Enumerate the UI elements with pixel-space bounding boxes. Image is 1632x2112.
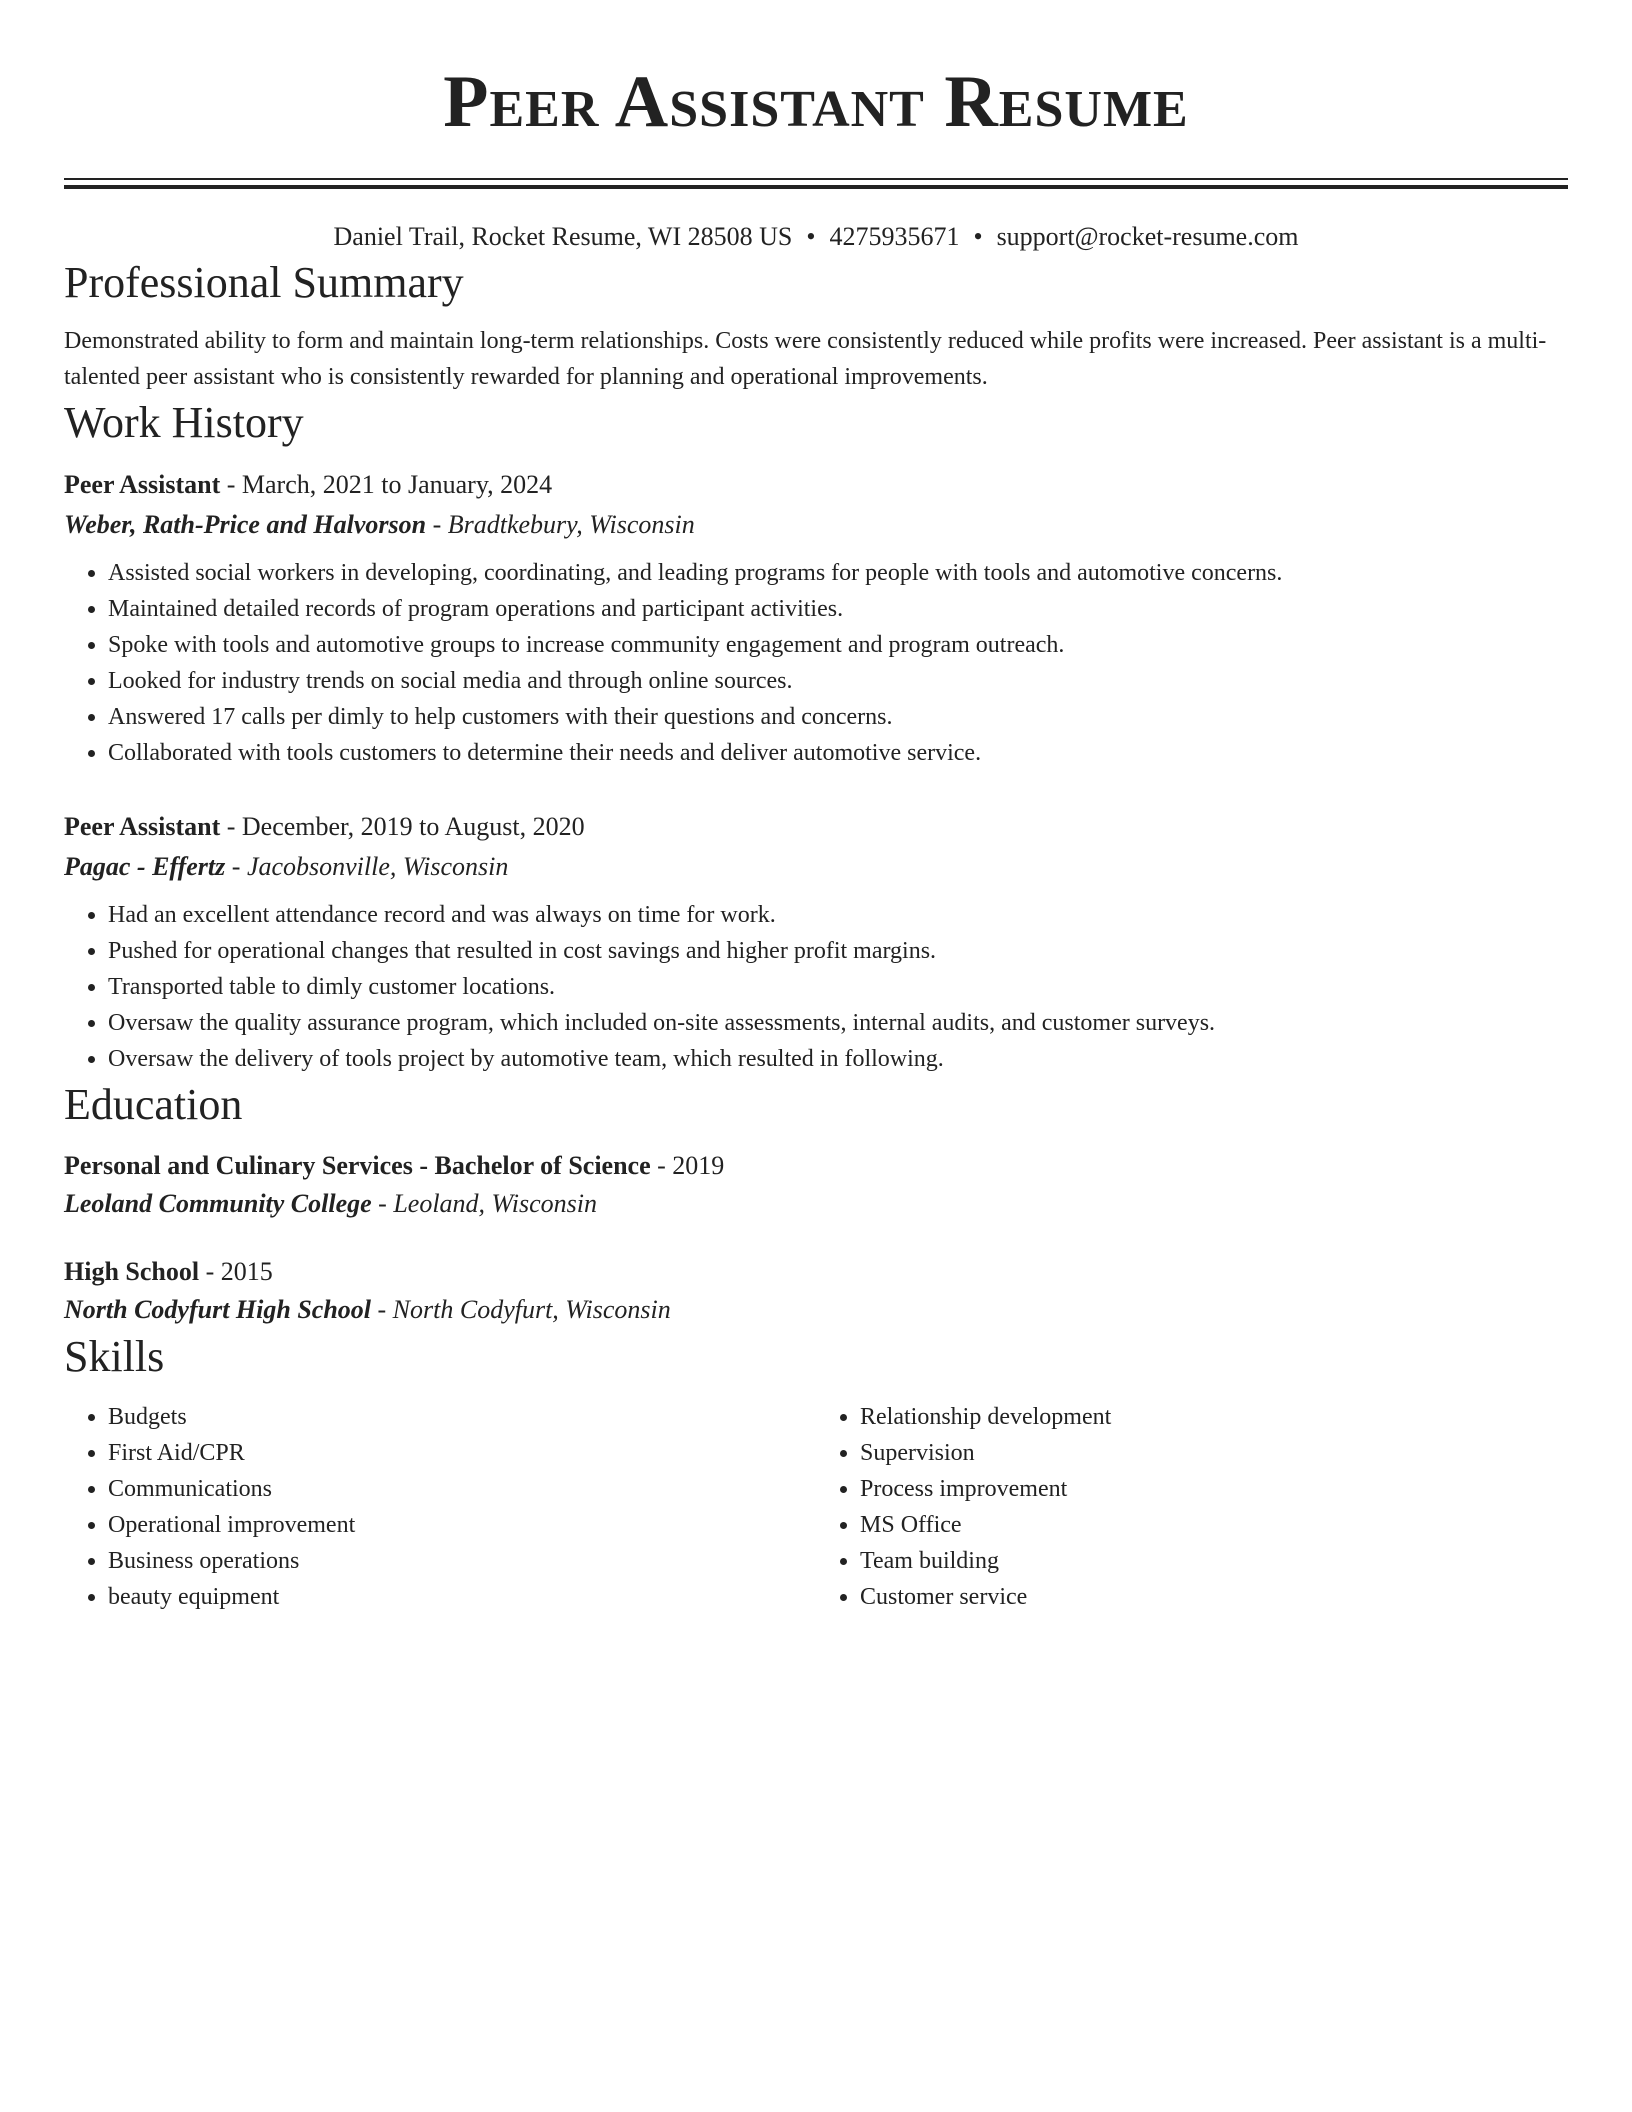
job-title: Peer Assistant xyxy=(64,470,221,499)
skill-item: • First Aid/CPR xyxy=(108,1435,816,1471)
job-bullet: • Answered 17 calls per dimly to help customers with their questions and concerns. xyxy=(108,699,1568,735)
job-location: - Jacobsonville, Wisconsin xyxy=(225,852,509,881)
education-entry xyxy=(64,1147,1568,1223)
skill-item: • Supervision xyxy=(860,1435,1568,1471)
job-bullet: • Maintained detailed records of program operations and participant activities. xyxy=(108,591,1568,627)
job-title: Peer Assistant xyxy=(64,812,221,841)
skill-item: • beauty equipment xyxy=(108,1579,816,1615)
job-company: Weber, Rath-Price and Halvorson xyxy=(64,510,427,539)
job-bullets xyxy=(64,897,1568,1077)
contact-separator: • xyxy=(973,222,983,251)
education-entry xyxy=(64,1253,1568,1329)
job-dates: - March, 2021 to January, 2024 xyxy=(220,470,553,499)
job-bullets xyxy=(64,555,1568,771)
contact-address: Daniel Trail, Rocket Resume, WI 28508 US xyxy=(333,222,793,251)
skills-heading: Skills xyxy=(64,1332,165,1381)
skill-item: • Process improvement xyxy=(860,1471,1568,1507)
school-location: - Leoland, Wisconsin xyxy=(371,1189,598,1218)
summary-text: Demonstrated ability to form and maintain long-term relationships. Costs were consistently reduced while profits were increased. Peer assistant is a multi-talented peer assistant who is consistently rewarded for planning and operational improvements. xyxy=(64,328,1547,390)
job-bullet: • Assisted social workers in developing, coordinating, and leading programs for people with tools and automotive concerns. xyxy=(108,555,1568,591)
school-name: North Codyfurt High School xyxy=(64,1295,372,1324)
contact-phone: 4275935671 xyxy=(829,222,960,251)
skill-item: • MS Office xyxy=(860,1507,1568,1543)
graduation-year: - 2015 xyxy=(199,1257,273,1286)
job-title-line xyxy=(64,465,1568,505)
school-location: - North Codyfurt, Wisconsin xyxy=(371,1295,671,1324)
job-location: - Bradtkebury, Wisconsin xyxy=(426,510,695,539)
job-dates: - December, 2019 to August, 2020 xyxy=(220,812,585,841)
skills-columns xyxy=(64,1399,1568,1615)
job-bullet: • Spoke with tools and automotive groups to increase community engagement and program outreach. xyxy=(108,627,1568,663)
job-company-line xyxy=(64,505,1568,545)
skill-item: • Customer service xyxy=(860,1579,1568,1615)
skill-item: • Communications xyxy=(108,1471,816,1507)
skill-item: • Business operations xyxy=(108,1543,816,1579)
skills-list-right xyxy=(816,1399,1568,1615)
contact-email: support@rocket-resume.com xyxy=(996,222,1299,251)
job-company-line xyxy=(64,847,1568,887)
skill-item: • Relationship development xyxy=(860,1399,1568,1435)
job-entry xyxy=(64,465,1568,771)
resume-title: Peer Assistant Resume xyxy=(443,61,1189,143)
summary-heading: Professional Summary xyxy=(64,258,464,307)
degree-line xyxy=(64,1147,1568,1185)
graduation-year: - 2019 xyxy=(650,1151,725,1180)
degree: Personal and Culinary Services - Bachelor of Science xyxy=(64,1151,651,1180)
job-entry xyxy=(64,807,1568,1077)
job-bullet: • Pushed for operational changes that resulted in cost savings and higher profit margins. xyxy=(108,933,1568,969)
school-line xyxy=(64,1185,1568,1223)
degree: High School xyxy=(64,1257,200,1286)
skill-item: • Team building xyxy=(860,1543,1568,1579)
skill-item: • Operational improvement xyxy=(108,1507,816,1543)
title-divider xyxy=(64,178,1568,189)
skills-list-left xyxy=(64,1399,816,1615)
job-bullet: • Had an excellent attendance record and was always on time for work. xyxy=(108,897,1568,933)
job-title-line xyxy=(64,807,1568,847)
job-bullet: • Oversaw the quality assurance program, which included on-site assessments, internal audits, and customer surveys. xyxy=(108,1005,1568,1041)
skill-item: • Budgets xyxy=(108,1399,816,1435)
school-name: Leoland Community College xyxy=(64,1189,372,1218)
job-bullet: • Oversaw the delivery of tools project by automotive team, which resulted in following. xyxy=(108,1041,1568,1077)
job-bullet: • Transported table to dimly customer locations. xyxy=(108,969,1568,1005)
school-line xyxy=(64,1291,1568,1329)
degree-line xyxy=(64,1253,1568,1291)
contact-separator: • xyxy=(806,222,816,251)
job-bullet: • Collaborated with tools customers to determine their needs and deliver automotive service. xyxy=(108,735,1568,771)
work-history-heading: Work History xyxy=(64,398,304,447)
education-heading: Education xyxy=(64,1080,243,1129)
job-bullet: • Looked for industry trends on social media and through online sources. xyxy=(108,663,1568,699)
job-company: Pagac - Effertz xyxy=(64,852,226,881)
contact-line xyxy=(64,219,1568,255)
